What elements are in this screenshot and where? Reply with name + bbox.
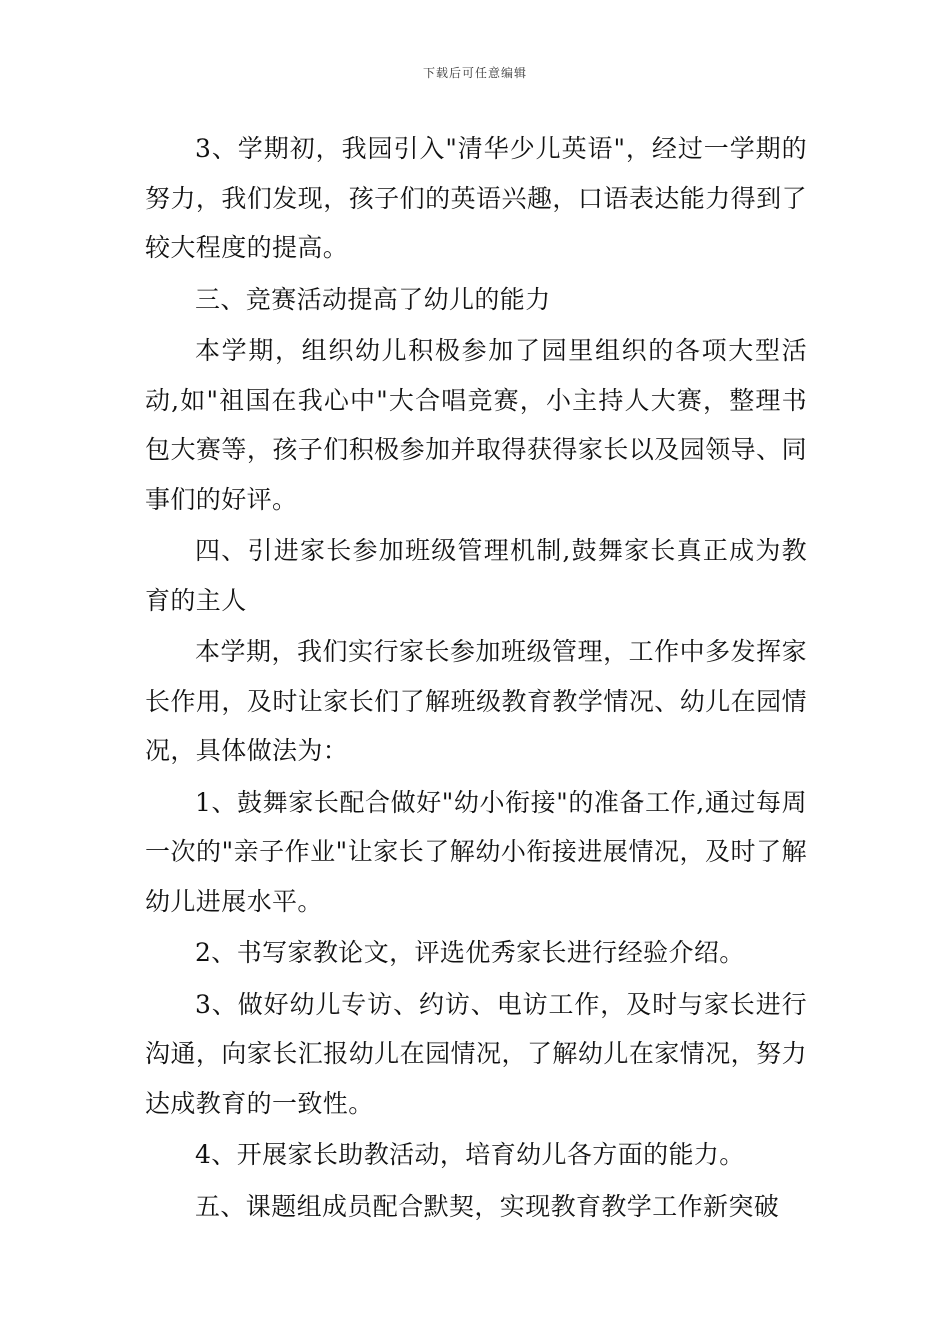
section-heading-parent-involvement: 四、引进家长参加班级管理机制,鼓舞家长真正成为教育的主人: [145, 536, 807, 615]
list-item-parent-assist: 4、开展家长助教活动，培育幼儿各方面的能力。: [195, 1140, 745, 1169]
list-item-family-papers: 2、书写家教论文，评选优秀家长进行经验介绍。: [195, 938, 745, 967]
paragraph-competitions: 本学期，组织幼儿积极参加了园里组织的各项大型活动,如"祖国在我心中"大合唱竞赛，小主持人大赛，整理书包大赛等，孩子们积极参加并取得获得家长以及园领导、同事们的好评。: [145, 336, 807, 514]
page-header: 下载后可任意编辑: [422, 66, 527, 80]
section-heading-research-group: 五、课题组成员配合默契，实现教育教学工作新突破: [195, 1191, 780, 1221]
document-body: [145, 124, 807, 1233]
section-heading-competitions: 三、竞赛活动提高了幼儿的能力: [195, 284, 551, 314]
paragraph-english-program: 3、学期初，我园引入"清华少儿英语"，经过一学期的努力，我们发现，孩子们的英语兴趣，口语表达能力得到了较大程度的提高。: [145, 134, 807, 262]
paragraph-parent-involvement: 本学期，我们实行家长参加班级管理，工作中多发挥家长作用，及时让家长们了解班级教育教学情况、幼儿在园情况，具体做法为：: [145, 637, 807, 765]
list-item-home-visits: 3、做好幼儿专访、约访、电访工作，及时与家长进行沟通，向家长汇报幼儿在园情况，了解幼儿在家情况，努力达成教育的一致性。: [145, 989, 807, 1118]
list-item-transition-prep: 1、鼓舞家长配合做好"幼小衔接"的准备工作,通过每周一次的"亲子作业"让家长了解幼小衔接进展情况，及时了解幼儿进展水平。: [145, 787, 807, 916]
